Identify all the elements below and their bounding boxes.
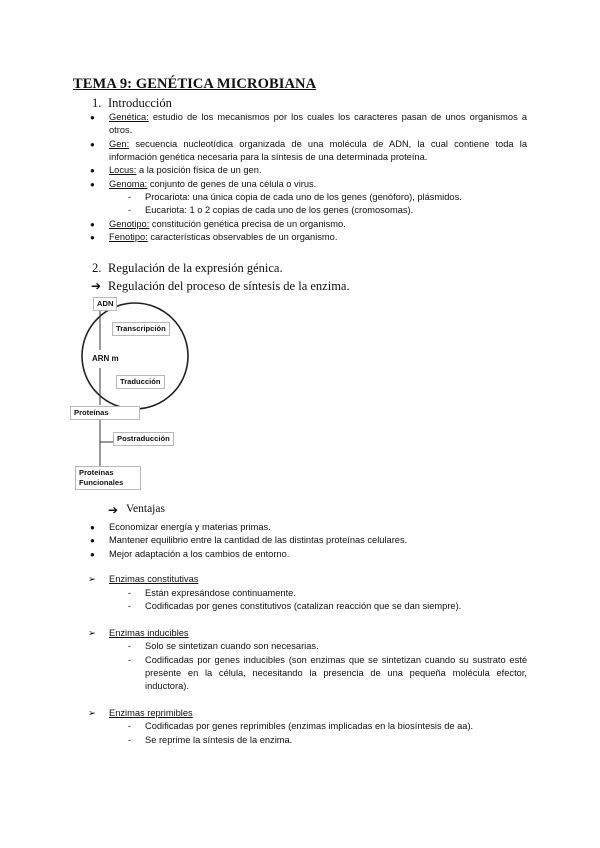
bullet-icon: ● <box>90 536 95 545</box>
arrowhead-icon: ➢ <box>88 708 96 718</box>
ventajas-item: Economizar energía y materias primas. <box>109 522 271 532</box>
arrowhead-icon: ➢ <box>88 574 96 584</box>
term-genotipo: Genotipo: <box>109 219 150 229</box>
section-2-heading: Regulación de la expresión génica. <box>108 261 283 275</box>
bullet-icon: ● <box>90 180 95 189</box>
section-2-subheading: Regulación del proceso de síntesis de la enzima. <box>108 279 350 293</box>
term-genetica: Genética: <box>109 112 149 122</box>
term-gen: Gen: <box>109 139 130 149</box>
bullet-icon: ● <box>90 166 95 175</box>
constitutivas-item: Están expresándose continuamente. <box>145 588 296 598</box>
dash-icon: - <box>128 601 132 611</box>
constitutivas-heading: Enzimas constitutivas <box>109 574 199 584</box>
inducibles-item: Codificadas por genes inducibles (son enzimas que se sintetizan cuando su sustrato esté presente en la célula, necesitando la presencia de una pequeña molécula efector, inductora). <box>145 655 527 692</box>
bullet-icon: ● <box>90 233 95 242</box>
definition-genetica: estudio de los mecanismos por los cuales los caracteres pasan de unos organismos a otros. <box>109 112 527 136</box>
sub-item-procariota: Procariota: una única copia de cada uno de los genes (genóforo), plásmidos. <box>145 192 462 202</box>
arrow-icon: ➔ <box>108 503 119 517</box>
bullet-icon: ● <box>90 523 95 532</box>
diagram-node-proteinas: Proteínas <box>70 406 140 420</box>
ventajas-heading: Ventajas <box>126 503 165 515</box>
definition-fenotipo: características observables de un organismo. <box>147 232 338 242</box>
definition-gen: secuencia nucleotídica organizada de una molécula de ADN, la cual contiene toda la información genética necesaria para la síntesis de una determinada proteína. <box>109 139 527 163</box>
section-2-number: 2. <box>92 261 102 275</box>
ventajas-item: Mejor adaptación a los cambios de entorno. <box>109 549 290 559</box>
term-fenotipo: Fenotipo: <box>109 232 148 242</box>
arrowhead-icon: ➢ <box>88 628 96 638</box>
term-locus: Locus: <box>109 165 137 175</box>
section-1-heading: Introducción <box>108 96 172 110</box>
diagram-label-traduccion: Traducción <box>116 375 165 389</box>
definition-locus: a la posición física de un gen. <box>136 165 262 175</box>
dash-icon: - <box>128 588 132 598</box>
reprimibles-item: Se reprime la síntesis de la enzima. <box>145 735 293 745</box>
diagram-node-proteinas-funcionales <box>75 466 141 490</box>
bullet-icon: ● <box>90 550 95 559</box>
reprimibles-heading: Enzimas reprimibles <box>109 708 193 718</box>
reprimibles-item: Codificadas por genes reprimibles (enzimas implicadas en la biosíntesis de aa). <box>145 721 474 731</box>
dash-icon: - <box>128 205 132 215</box>
section-1-number: 1. <box>92 96 102 110</box>
diagram-node-proteinas-funcionales-line2: Funcionales <box>79 478 124 487</box>
diagram-label-transcripcion: Transcripción <box>112 322 170 336</box>
ventajas-item: Mantener equilibrio entre la cantidad de las distintas proteínas celulares. <box>109 535 408 545</box>
dash-icon: - <box>128 655 132 665</box>
diagram-node-proteinas-funcionales-line1: Proteínas <box>79 468 114 477</box>
page-title: TEMA 9: GENÉTICA MICROBIANA <box>73 76 317 92</box>
inducibles-heading: Enzimas inducibles <box>109 628 189 638</box>
sub-item-eucariota: Eucariota: 1 o 2 copias de cada uno de los genes (cromosomas). <box>145 205 414 215</box>
dash-icon: - <box>128 721 132 731</box>
dash-icon: - <box>128 192 132 202</box>
arrow-icon: ➔ <box>91 279 102 293</box>
inducibles-item: Solo se sintetizan cuando son necesarias. <box>145 641 319 651</box>
diagram-node-arn: ARN m <box>92 354 119 363</box>
dash-icon: - <box>128 735 132 745</box>
bullet-icon: ● <box>90 220 95 229</box>
term-genoma: Genoma: <box>109 179 148 189</box>
bullet-icon: ● <box>90 140 95 149</box>
dash-icon: - <box>128 641 132 651</box>
constitutivas-item: Codificadas por genes constitutivos (catalizan reacción que se dan siempre). <box>145 601 462 611</box>
diagram-label-postraduccion: Postraducción <box>113 432 174 446</box>
diagram-node-adn: ADN <box>93 297 117 311</box>
bullet-icon: ● <box>90 113 95 122</box>
definition-genotipo: constitución genética precisa de un organismo. <box>149 219 346 229</box>
definition-genoma: conjunto de genes de una célula o virus. <box>147 179 317 189</box>
